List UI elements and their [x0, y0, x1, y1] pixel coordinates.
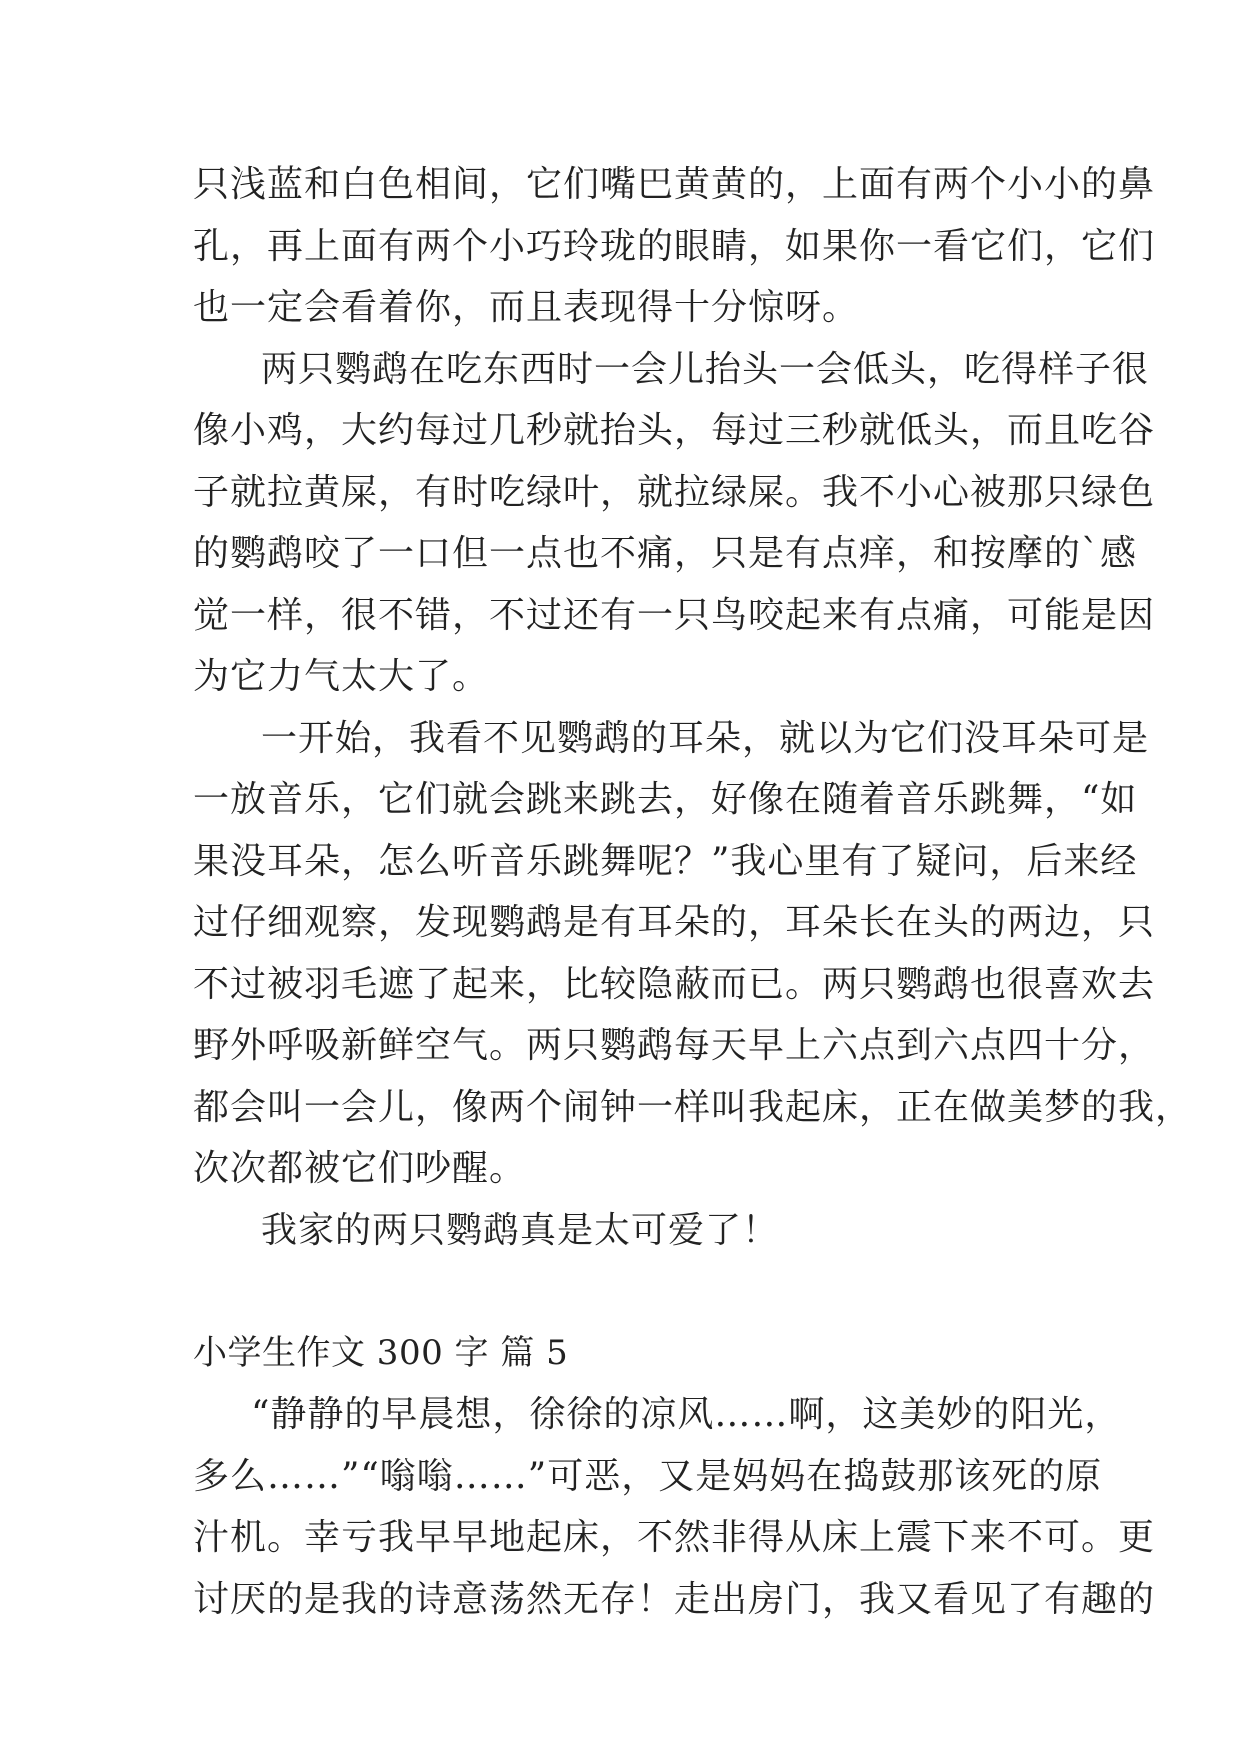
text-line: 觉一样，很不错，不过还有一只鸟咬起来有点痛，可能是因: [193, 594, 1156, 636]
text-line: 像小鸡，大约每过几秒就抬头，每过三秒就低头，而且吃谷: [193, 410, 1156, 451]
text-line: 不过被羽毛遮了起来，比较隐蔽而已。两只鹦鹉也很喜欢去: [193, 963, 1156, 1005]
text-line: 一放音乐，它们就会跳来跳去，好像在随着音乐跳舞，“如: [193, 779, 1138, 820]
text-line: 的鹦鹉咬了一口但一点也不痛，只是有点痒，和按摩的`感: [193, 533, 1138, 574]
text-line: 子就拉黄屎，有时吃绿叶，就拉绿屎。我不小心被那只绿色: [193, 471, 1156, 513]
text-line: 汁机。幸亏我早早地起床，不然非得从床上震下来不可。更: [193, 1517, 1156, 1558]
text-line: 次次都被它们吵醒。: [193, 1148, 527, 1189]
text-line: 只浅蓝和白色相间，它们嘴巴黄黄的，上面有两个小小的鼻: [193, 164, 1156, 205]
text-line: 讨厌的是我的诗意荡然无存！走出房门，我又看见了有趣的: [193, 1578, 1156, 1620]
document-body: [193, 154, 1193, 1630]
text-line: 过仔细观察，发现鹦鹉是有耳朵的，耳朵长在头的两边，只: [193, 902, 1156, 943]
text-line: 多么……”“嗡嗡……”可恶，又是妈妈在捣鼓那该死的原: [193, 1455, 1103, 1497]
text-line: 为它力气太大了。: [193, 656, 490, 697]
text-line: 也一定会看着你，而且表现得十分惊呀。: [193, 287, 860, 328]
paragraph: [193, 339, 1156, 708]
paragraph: [193, 1384, 1156, 1630]
section-heading: 小学生作文 300 字 篇 5: [193, 1332, 569, 1373]
text-line: 我家的两只鹦鹉真是太可爱了！: [261, 1209, 780, 1251]
paragraph: [193, 154, 1156, 339]
text-line: 都会叫一会儿，像两个闹钟一样叫我起床，正在做美梦的我，: [193, 1086, 1193, 1128]
text-line: 两只鹦鹉在吃东西时一会儿抬头一会低头，吃得样子很: [261, 348, 1150, 390]
text-line: 孔，再上面有两个小巧玲珑的眼睛，如果你一看它们，它们: [193, 225, 1156, 267]
text-line: 果没耳朵，怎么听音乐跳舞呢？”我心里有了疑问，后来经: [193, 840, 1138, 882]
paragraph: [193, 1200, 1053, 1262]
text-line: “静静的早晨想，徐徐的凉风……啊，这美妙的阳光，: [251, 1394, 1122, 1435]
text-line: 野外呼吸新鲜空气。两只鹦鹉每天早上六点到六点四十分，: [193, 1025, 1156, 1066]
paragraph: [193, 708, 1193, 1200]
blank-line: [193, 1261, 1053, 1323]
text-line: 一开始，我看不见鹦鹉的耳朵，就以为它们没耳朵可是: [261, 717, 1150, 759]
